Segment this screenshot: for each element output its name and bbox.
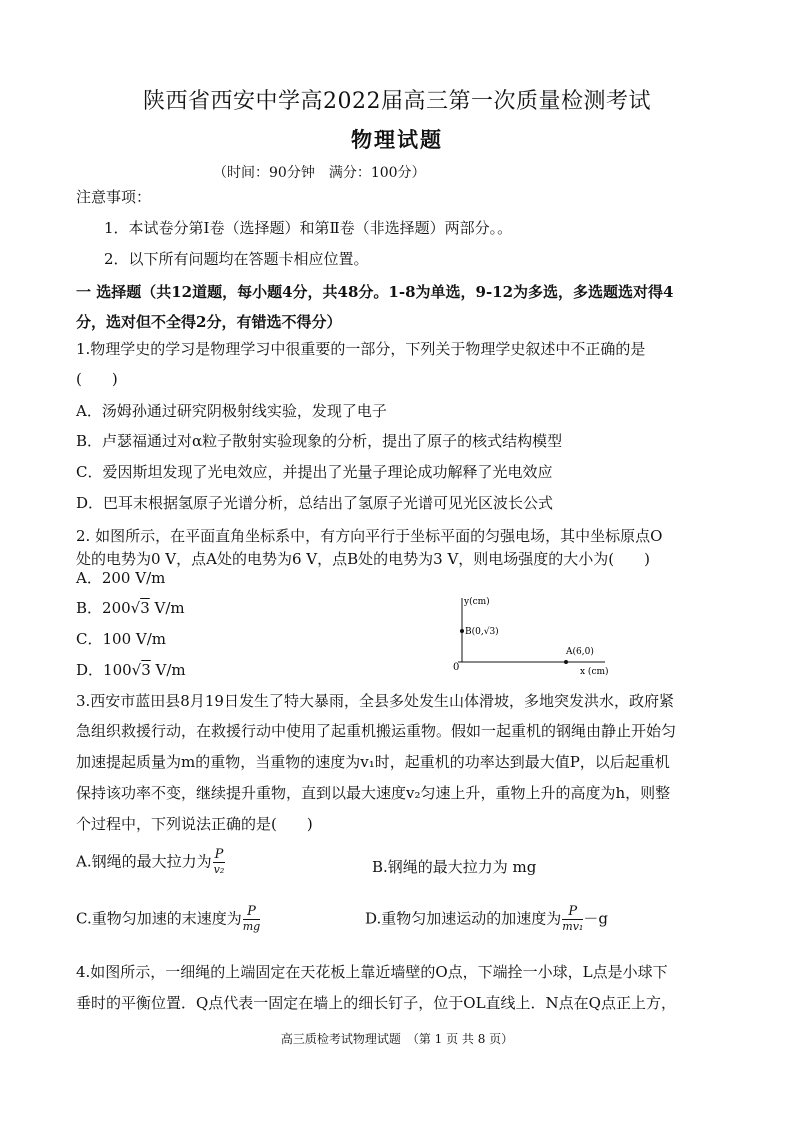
q2-coordinate-figure	[440, 590, 620, 676]
exam-time-info: （时间：90分钟 满分：100分）	[213, 165, 426, 181]
fraction-denominator: v₂	[213, 863, 225, 876]
x-axis-label: x (cm)	[580, 667, 609, 676]
q3-option-c-fraction	[243, 905, 260, 934]
sqrt-sign: √	[130, 599, 141, 617]
q4-stem-line1: 4.如图所示，一细绳的上端固定在天花板上靠近墙壁的O点，下端拴一小球，L点是小球下	[76, 963, 668, 981]
q3-option-d-tail: －g	[583, 909, 608, 928]
fraction-numerator: P	[243, 905, 260, 920]
q1-option-c: C．爱因斯坦发现了光电效应，并提出了光量子理论成功解释了光电效应	[76, 463, 553, 481]
q2-option-b	[76, 597, 185, 618]
exam-title: 陕西省西安中学高2022届高三第一次质量检测考试	[143, 89, 651, 114]
q1-paren: ( )	[76, 370, 118, 388]
fraction-numerator: P	[562, 905, 583, 920]
q3-stem-line3: 加速提起质量为m的重物，当重物的速度为v₁时，起重机的功率达到最大值P，以后起重机	[76, 753, 670, 771]
section-heading-line1: 一 选择题（共12道题，每小题4分，共48分。1-8为单选，9-12为多选，多选题选对得4	[76, 283, 674, 301]
point-a-marker	[564, 660, 568, 664]
exam-subject: 物理试题	[351, 127, 443, 152]
q2-option-b-unit: V/m	[149, 599, 185, 617]
notice-item-2: 2．以下所有问题均在答题卡相应位置。	[104, 250, 369, 268]
point-b-label: B(0,√3)	[465, 627, 499, 637]
origin-label: 0	[453, 662, 460, 673]
fraction-numerator: P	[214, 847, 224, 862]
q3-option-a	[76, 848, 225, 877]
q3-option-d	[365, 905, 608, 934]
q2-option-d-unit: V/m	[150, 661, 186, 679]
q1-option-d: D．巴耳末根据氢原子光谱分析，总结出了氢原子光谱可见光区波长公式	[76, 494, 554, 512]
q2-stem-line2: 处的电势为0 V，点A处的电势为6 V，点B处的电势为3 V，则电场强度的大小为( )	[76, 550, 650, 568]
q1-option-a: A．汤姆孙通过研究阴极射线实验，发现了电子	[76, 402, 387, 420]
q3-option-a-text: A.钢绳的最大拉力为	[76, 852, 212, 871]
q1-stem: 1.物理学史的学习是物理学习中很重要的一部分，下列关于物理学史叙述中不正确的是	[76, 340, 646, 358]
sqrt-sign: √	[131, 661, 142, 679]
q3-option-d-fraction	[562, 905, 583, 934]
q2-option-d-prefix: D．100	[76, 661, 132, 679]
fraction-denominator: mg	[242, 920, 261, 933]
q2-option-a: A．200 V/m	[76, 569, 166, 587]
q2-option-b-prefix: B．200	[76, 599, 131, 617]
q1-option-b: B．卢瑟福通过对α粒子散射实验现象的分析，提出了原子的核式结构模型	[76, 432, 563, 450]
q2-option-b-radicand: 3	[140, 599, 150, 617]
notice-heading: 注意事项：	[76, 188, 152, 206]
q2-option-d	[76, 659, 186, 680]
q3-stem-line4: 保持该功率不变，继续提升重物，直到以最大速度v₂匀速上升，重物上升的高度为h，则整	[76, 784, 671, 802]
q3-stem-line1: 3.西安市蓝田县8月19日发生了特大暴雨，全县多处发生山体滑坡，多地突发洪水，政府紧	[76, 692, 674, 710]
q3-option-a-fraction	[213, 848, 226, 877]
q4-stem-line2: 垂时的平衡位置．Q点代表一固定在墙上的细长钉子，位于OL直线上．N点在Q点正上方，	[76, 994, 676, 1012]
q2-stem-line1: 2. 如图所示，在平面直角坐标系中，有方向平行于坐标平面的匀强电场，其中坐标原点O	[76, 527, 663, 545]
q3-option-c	[76, 905, 260, 934]
y-axis-label: y(cm)	[464, 597, 490, 607]
page-footer: 高三质检考试物理试题 （第 1 页 共 8 页）	[280, 1032, 514, 1046]
point-b-marker	[460, 629, 464, 633]
notice-item-1: 1．本试卷分第Ⅰ卷（选择题）和第Ⅱ卷（非选择题）两部分。。	[104, 219, 513, 237]
point-a-label: A(6,0)	[566, 647, 594, 657]
section-heading-line2: 分，选对但不全得2分，有错选不得分）	[76, 313, 342, 331]
q2-option-c: C．100 V/m	[76, 630, 166, 648]
q3-option-b: B.钢绳的最大拉力为 mg	[372, 858, 537, 876]
q3-stem-line5: 个过程中，下列说法正确的是( )	[76, 815, 313, 833]
q3-option-c-text: C.重物匀加速的末速度为	[76, 909, 242, 928]
q2-option-d-radicand: 3	[141, 661, 151, 679]
q3-option-d-text: D.重物匀加速运动的加速度为	[365, 909, 562, 928]
fraction-denominator: mv₁	[562, 920, 584, 933]
q3-stem-line2: 急组织救援行动，在救援行动中使用了起重机搬运重物。假如一起重机的钢绳由静止开始匀	[76, 722, 677, 740]
